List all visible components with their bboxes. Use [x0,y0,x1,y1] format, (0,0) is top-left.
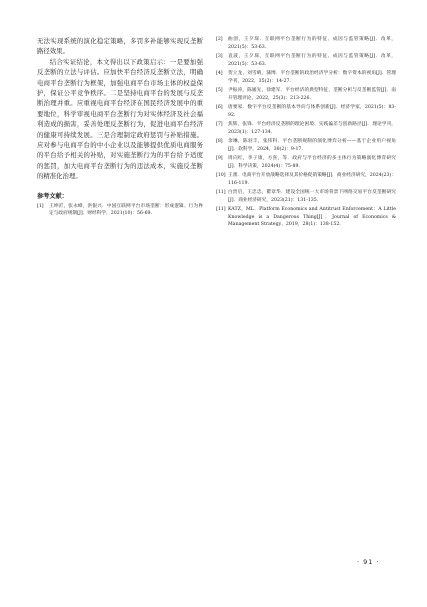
reference-text: 余琳，陈羽丰，张伟科．平台垄断规制的演化博弈分析——基于企业用户视角[J]．软科学，2024，38(2)：9-17. [228,139,396,152]
reference-item [216,155,396,170]
reference-item [216,138,396,153]
reference-number: [8] [216,139,223,144]
reference-item [216,70,396,85]
reference-text: 王坤沂，张永峰，洪银兴．中国互联网平台市场垄断：形成逻辑、行为界定与政府规制[J]．财经科学，2021(10)：56-69. [49,203,203,217]
reference-number: [2] [216,37,223,42]
reference-text: 白贵启，王忠忠，瞿章华．建设全国统一大市场背景下网络交易平台反垄断研究[J]．商业经济研究，2023(21)：131-135. [228,190,396,203]
reference-number: [3] [216,54,223,59]
reference-text: KATZ，ML．Platform Economics and Antitrust Enforcement：A Little Knowledge is a Dangerous Thing[J]．Journal of Economics & Management Strategy，2019，28(1)：138-152. [228,207,396,227]
reference-item [216,87,396,102]
reference-item [216,36,396,51]
page-number: · 91 · [357,558,380,566]
reference-item [216,104,396,119]
reference-number: [5] [216,88,223,93]
reference-text: 唐要家．数字平台反垄断的基本导向与体系创新[J]．经济学家，2021(5)：83-92. [228,105,396,118]
reference-number: [11] [216,190,226,195]
reference-item [216,172,396,187]
reference-item [216,121,396,136]
reference-text: 周向红，李子康，方喜，等．政府与平台经济的多主体行为策略演化博弈研究[J]．科学决策，2024(4)：75-89. [228,156,396,169]
reference-text: 贺立龙，刘雪晴，蒲博．平台垄断的政治经济学分析：数字资本的视角[J]．管理学刊，2022，35(2)：14-27. [228,71,396,84]
conclusion-paragraph-continued: 无法实现系统的演化稳定策略，多罚多补能够实现反垄断路径效果。 [37,37,203,56]
reference-text: 曲创，王夕琛．互联网平台垄断行为的特征、成因与监管策略[J]．改革，2021(5)：53-63. [228,37,396,50]
reference-item [37,203,203,218]
reference-text: 尹振涛，陈媛先，徐建军．平台经济的典型特征、垄断分析与反垄断监管[J]．南开管理评论，2022，25(3)：213-226. [228,88,396,101]
reference-number: [4] [216,71,223,76]
right-column [216,36,396,231]
reference-text: 王蕾．电商平台开放战略选择及其价格促销策略[J]．商业经济研究，2024(23)：116-119. [228,173,396,186]
reference-text: 袁波，王夕琛，互联网平台垄断行为的特征、成因与监管策略[J]．改革，2021(5)：53-63. [228,54,396,67]
reference-item [216,206,396,229]
reference-item [216,53,396,68]
reference-item [216,189,396,204]
reference-number: [10] [216,173,226,178]
policy-implications-paragraph: 结合实证结论，本文得出以下政策启示：一是要加强反垄断的立法与评估。应加快平台经济反垄断立法，明确电商平台垄断行为框架，加强电商平台市场主体的权益保护，保证公平竞争秩序。二是坚持电商平台的发展与反垄断治理并重。应重视电商平台经济在国民经济发展中的重要地位，科学审视电商平台垄断行为对实体经济及社会福利造成的损害，妥善处理反垄断行为，促进电商平台经济的健康可持续发展。三是合理制定政府惩罚与补贴措施。应对参与电商平台的中小企业以及能够提供优质电商服务的平台给予相关的补贴，对实施垄断行为的平台给予适度的惩罚，加大电商平台垄断行为的违法成本，实施反垄断的精准化治理。 [37,57,203,181]
left-column [37,36,203,220]
reference-text: 焦辉，张锋．平台经济反垄断的理论困境、实践偏差与创新路径[J]．理论学刊，2023(1)：127-134. [228,122,396,135]
references-heading: 参考文献： [37,192,68,200]
reference-number: [1] [37,203,44,209]
reference-number: [9] [216,156,223,161]
reference-number: [11] [216,207,226,212]
reference-number: [7] [216,122,223,127]
reference-number: [6] [216,105,223,110]
